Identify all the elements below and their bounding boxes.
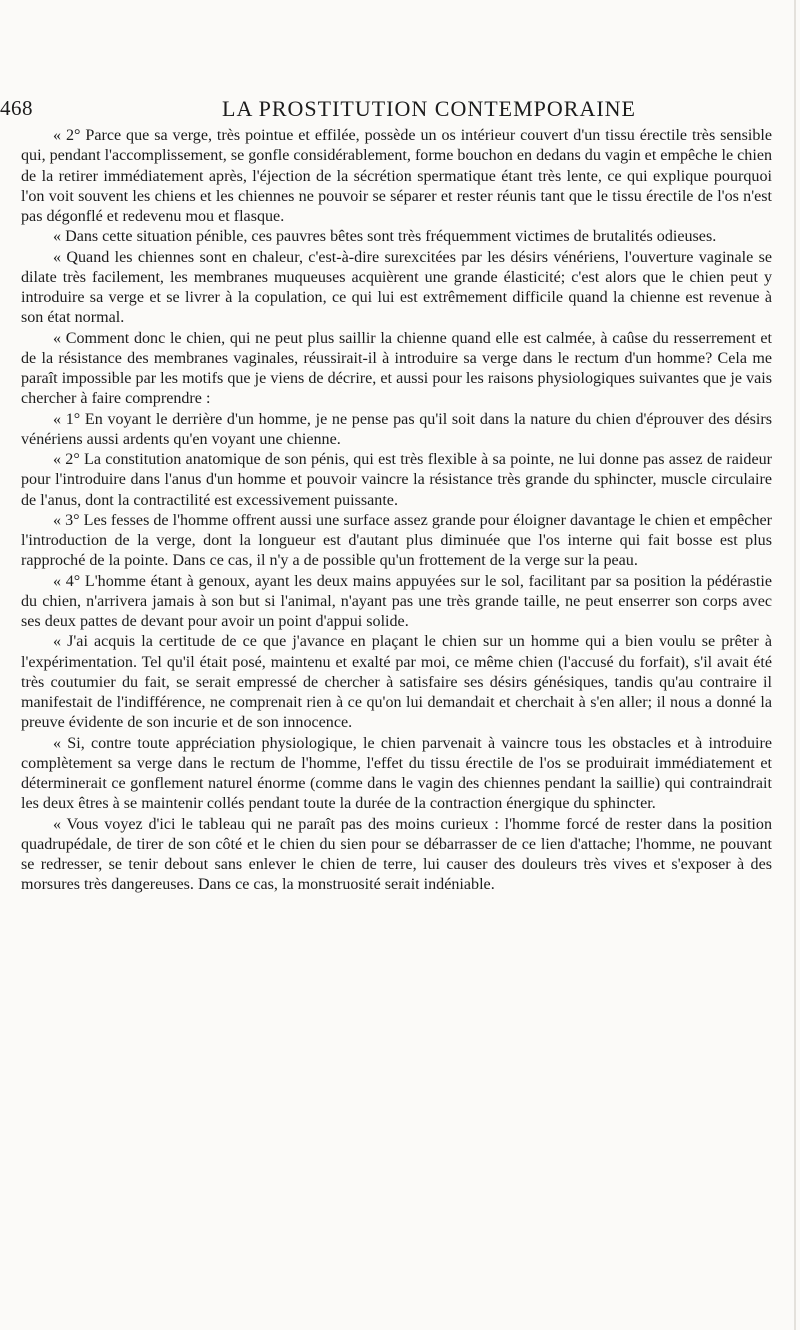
- paragraph: « 1° En voyant le derrière d'un homme, je ne pense pas qu'il soit dans la nature du chien d'éprouver des désirs vénériens aussi ardents qu'en voyant une chienne.: [21, 410, 772, 448]
- paragraph: « Quand les chiennes sont en chaleur, c'est-à-dire surexcitées par les désirs vénériens, l'ouverture vaginale se dilate très facilement, les membranes muqueuses acquièrent une grande élasticité; c'est alors que le chien peut y introduire sa verge et se livrer à la copulation, ce qui lui est extrêmement difficile quand la chienne est revenue à son état normal.: [21, 248, 772, 327]
- paragraph: « Comment donc le chien, qui ne peut plus saillir la chienne quand elle est calmée, à caûse du resserrement et de la résistance des membranes vaginales, réussirait-il à introduire sa verge dans le rectum d'un homme? Cela me paraît impossible par les motifs que je viens de décrire, et aussi pour les raisons physiologiques suivantes que je vais chercher à faire comprendre :: [21, 329, 772, 408]
- paragraph: « 4° L'homme étant à genoux, ayant les deux mains appuyées sur le sol, facilitant par sa position la pédérastie du chien, n'arrivera jamais à son but si l'animal, n'ayant pas une très grande taille, ne peut enserrer son corps avec ses deux pattes de devant pour avoir un point d'appui solide.: [21, 572, 772, 630]
- paragraph: « J'ai acquis la certitude de ce que j'avance en plaçant le chien sur un homme qui a bien voulu se prêter à l'expérimentation. Tel qu'il était posé, maintenu et exalté par moi, ce même chien (l'accusé du forfait), s'il avait été très coutumier du fait, se serait empressé de chercher à satisfaire ses désirs génésiques, tandis qu'au contraire il manifestait de l'indifférence, ne comprenait rien à ce qu'on lui demandait et cherchait à s'en aller; il nous a donné la preuve évidente de son incurie et de son innocence.: [21, 633, 772, 732]
- paragraph: « 2° Parce que sa verge, très pointue et effilée, possède un os intérieur couvert d'un tissu érectile très sensible qui, pendant l'accomplissement, se gonfle considérablement, forme bouchon en dedans du vagin et empêche le chien de la retirer immédiatement après, l'éjection de la sécrétion spermatique étant très lente, ce qui explique pourquoi l'on voit souvent les chiens et les chiennes ne pouvoir se séparer et rester réunis tant que le tissu érectile de l'os n'est pas dégonflé et redevenu mou et flasque.: [21, 127, 773, 225]
- paragraph: « 3° Les fesses de l'homme offrent aussi une surface assez grande pour éloigner davantage le chien et empêcher l'introduction de la verge, dont la longueur est d'autant plus diminuée que l'os interne qui fait bosse est plus rapproché de la pointe. Dans ce cas, il n'y a de possible qu'un frottement de la verge sur la peau.: [21, 511, 772, 570]
- page-number: 468: [0, 96, 33, 120]
- body-text: [21, 126, 772, 896]
- paragraph: « Vous voyez d'ici le tableau qui ne paraît pas des moins curieux : l'homme forcé de rester dans la position quadrupédale, de tirer de son côté et le chien du sien pour se débarrasser de ce lien d'attache; l'homme, ne pouvant se redresser, se tenir debout sans enlever le chien de terre, lui causer des douleurs très vives et s'exposer à des morsures très dangereuses. Dans ce cas, la monstruosité serait indéniable.: [21, 815, 772, 894]
- running-title: LA PROSTITUTION CONTEMPORAINE: [222, 96, 636, 121]
- page-edge-shadow: [794, 0, 796, 1330]
- paragraph: « Si, contre toute appréciation physiologique, le chien parvenait à vaincre tous les obstacles et à introduire complètement sa verge dans le rectum de l'homme, l'effet du tissu érectile de l'os se produirait immédiatement et déterminerait ce gonflement naturel énorme (comme dans le vagin des chiennes pendant la saillie) qui contraindrait les deux êtres à se maintenir collés pendant toute la durée de la contraction énergique du sphincter.: [21, 734, 772, 813]
- paragraph: « 2° La constitution anatomique de son pénis, qui est très flexible à sa pointe, ne lui donne pas assez de raideur pour l'introduire dans l'anus d'un homme et pouvoir vaincre la résistance très grande du sphincter, muscle circulaire de l'anus, dont la contractilité est excessivement puissante.: [21, 451, 772, 509]
- paragraph: « Dans cette situation pénible, ces pauvres bêtes sont très fréquemment victimes de brutalités odieuses.: [53, 228, 717, 246]
